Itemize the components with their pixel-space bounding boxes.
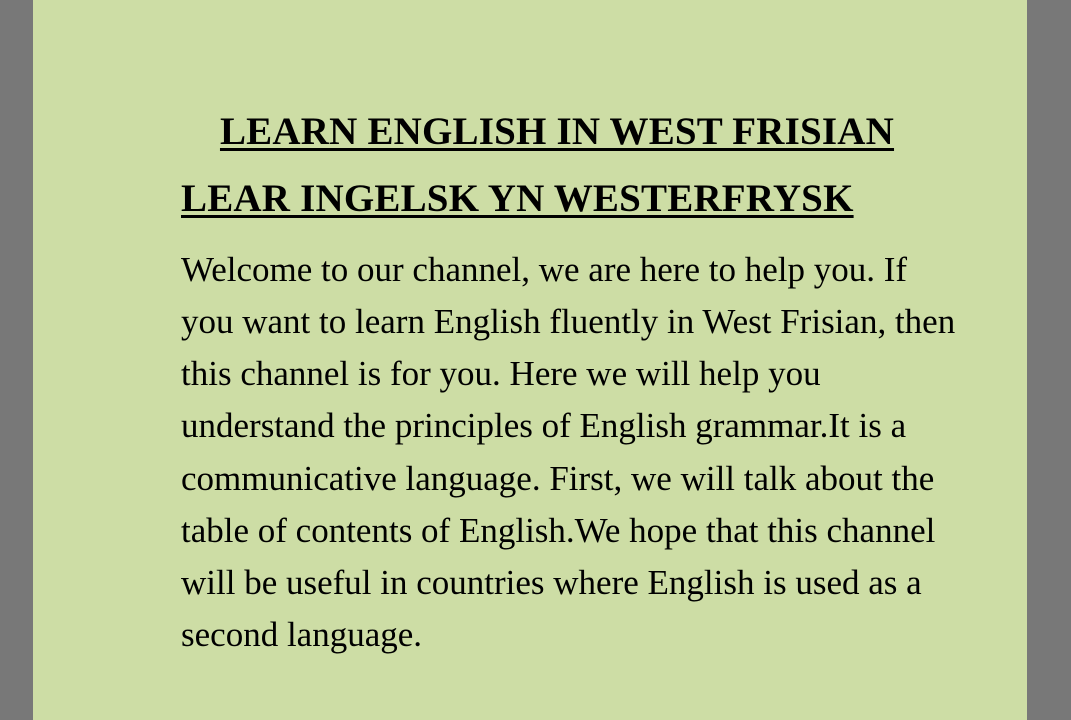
slide-title-frisian-text: LEAR INGELSK YN WESTERFRYSK bbox=[181, 177, 854, 220]
slide-title-english-text: LEARN ENGLISH IN WEST FRISIAN bbox=[219, 110, 895, 153]
slide-body-paragraph: Welcome to our channel, we are here to help you. If you want to learn English fluently in West Frisian, then this channel is for you. Here we will help you understand the principles of English grammar.It is a communicative language. First, we will talk about the table of contents of English.We hope that this channel will be useful in countries where English is used as a second language. bbox=[181, 250, 956, 654]
slide-canvas bbox=[33, 0, 1027, 720]
slide-text-block bbox=[181, 112, 971, 661]
slide-title-english bbox=[181, 112, 971, 151]
slide-title-frisian bbox=[181, 179, 971, 218]
